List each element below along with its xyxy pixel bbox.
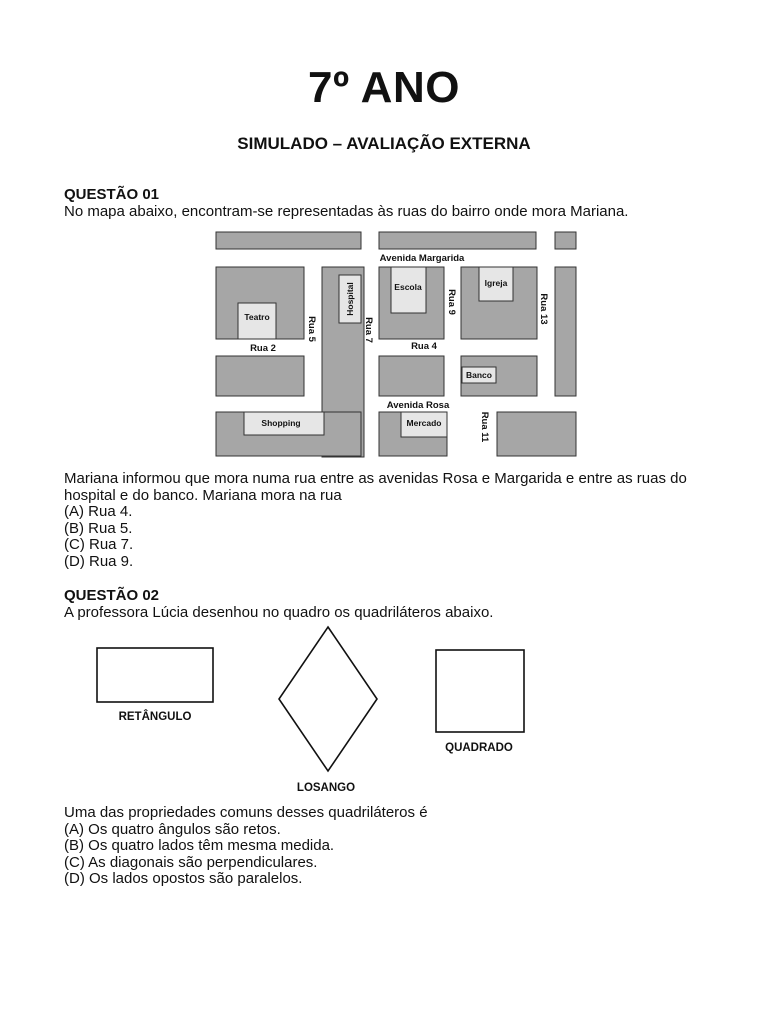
map-label-mercado: Mercado bbox=[406, 418, 442, 428]
question-1-statement-line-2: hospital e do banco. Mariana mora na rua bbox=[64, 486, 342, 504]
map-label-rua-7: Rua 7 bbox=[363, 317, 374, 343]
question-1-intro: No mapa abaixo, encontram-se representadas às ruas do bairro onde mora Mariana. bbox=[64, 203, 629, 220]
question-1-statement-line-1: Mariana informou que mora numa rua entre as avenidas Rosa e Margarida e entre as ruas do bbox=[64, 470, 687, 487]
map-label-rua-4: Rua 4 bbox=[411, 341, 437, 352]
question-1-statement bbox=[64, 471, 724, 570]
map-block bbox=[216, 232, 361, 249]
map-block bbox=[555, 267, 576, 396]
neighborhood-map bbox=[214, 229, 580, 459]
map-label-rua-11: Rua 11 bbox=[479, 411, 490, 443]
map-label-escola: Escola bbox=[394, 282, 422, 292]
question-1-heading: QUESTÃO 01 bbox=[64, 186, 160, 203]
map-label-rua-5: Rua 5 bbox=[306, 316, 317, 342]
page-subtitle: SIMULADO – AVALIAÇÃO EXTERNA bbox=[237, 134, 531, 153]
map-label-teatro: Teatro bbox=[244, 312, 270, 322]
answer-option: (C) As diagonais são perpendiculares. bbox=[64, 853, 318, 871]
map-label-rua-13: Rua 13 bbox=[538, 293, 549, 325]
map-label-avenida-rosa: Avenida Rosa bbox=[386, 400, 450, 411]
question-2-heading: QUESTÃO 02 bbox=[64, 587, 160, 604]
map-block bbox=[379, 232, 536, 249]
answer-option: (C) Rua 7. bbox=[64, 536, 134, 553]
page-title: 7º ANO bbox=[308, 63, 460, 112]
map-block bbox=[497, 412, 576, 456]
answer-option: (B) Os quatro lados têm mesma medida. bbox=[64, 837, 335, 854]
answer-option: (D) Os lados opostos são paralelos. bbox=[64, 870, 303, 887]
map-label-avenida-margarida: Avenida Margarida bbox=[379, 253, 465, 264]
map-label-rua-2: Rua 2 bbox=[250, 343, 276, 354]
map-label-rua-9: Rua 9 bbox=[446, 289, 457, 315]
square-label: QUADRADO bbox=[445, 742, 513, 754]
quadrilaterals-figure bbox=[90, 625, 550, 800]
answer-option: (B) Rua 5. bbox=[64, 519, 133, 537]
question-2-statement bbox=[64, 805, 724, 888]
map-block bbox=[379, 356, 444, 396]
map-label-shopping: Shopping bbox=[261, 418, 301, 428]
rhombus-label: LOSANGO bbox=[296, 782, 356, 794]
rhombus-shape bbox=[279, 627, 377, 771]
map-block bbox=[555, 232, 576, 249]
map-label-banco: Banco bbox=[466, 370, 492, 380]
question-2-intro: A professora Lúcia desenhou no quadro os quadriláteros abaixo. bbox=[64, 604, 494, 621]
answer-option: (A) Os quatro ângulos são retos. bbox=[64, 820, 281, 838]
question-2-statement-line: Uma das propriedades comuns desses quadriláteros é bbox=[64, 804, 428, 821]
answer-option: (D) Rua 9. bbox=[64, 552, 134, 570]
square-shape bbox=[436, 650, 524, 732]
map-block bbox=[216, 356, 304, 396]
rectangle-label: RETÂNGULO bbox=[118, 711, 192, 723]
answer-option: (A) Rua 4. bbox=[64, 503, 133, 520]
map-label-hospital: Hospital bbox=[345, 282, 355, 316]
rectangle-shape bbox=[97, 648, 213, 702]
map-label-igreja: Igreja bbox=[484, 278, 508, 288]
